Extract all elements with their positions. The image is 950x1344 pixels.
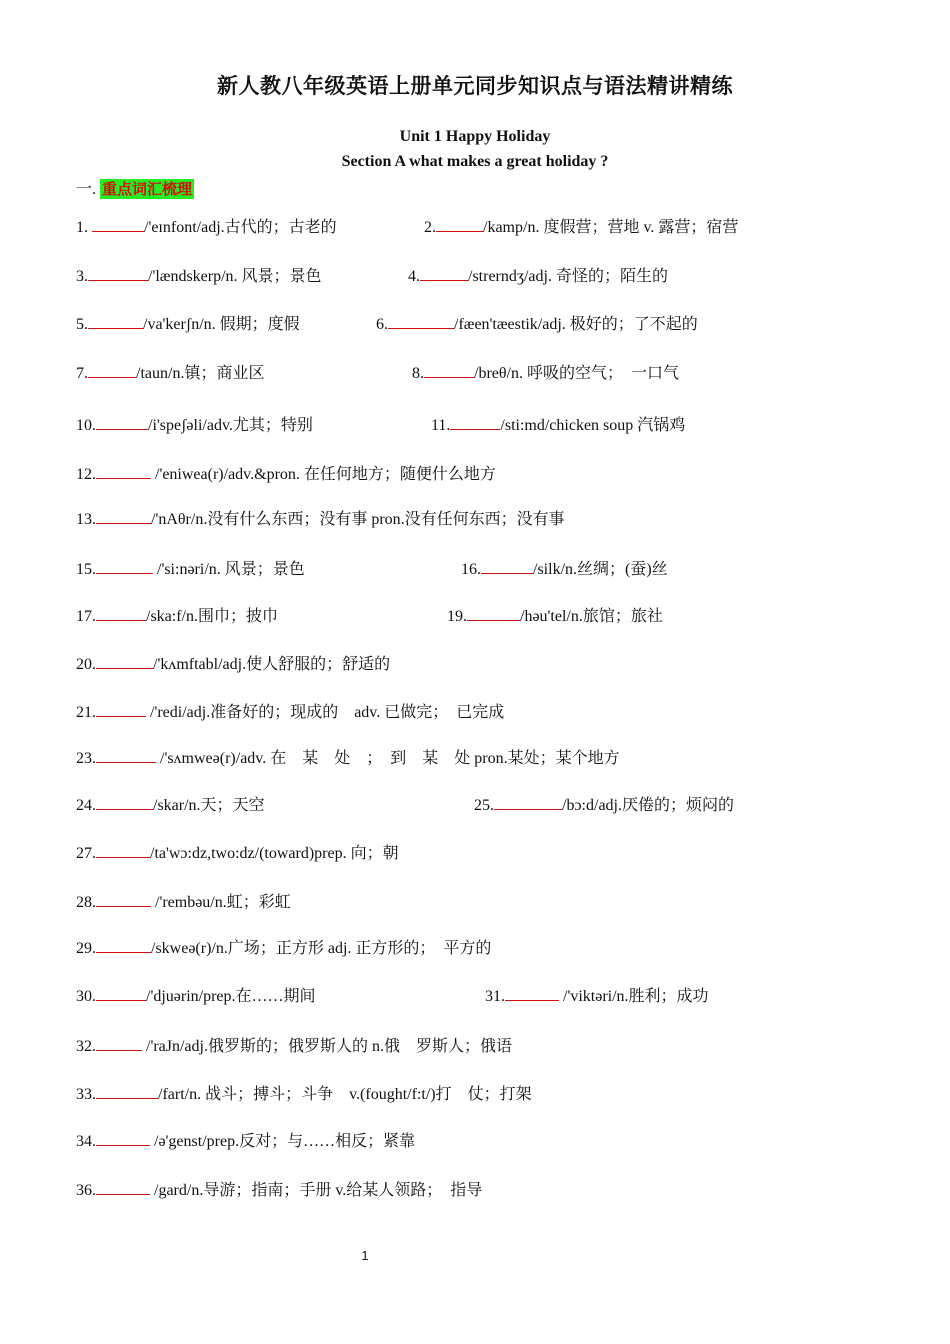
item-number: 33.	[76, 1086, 96, 1103]
vocab-row	[76, 461, 906, 485]
item-number: 3.	[76, 268, 88, 285]
vocab-row	[76, 311, 906, 335]
section-title: Section A what makes a great holiday ?	[341, 153, 609, 170]
vocab-item	[76, 556, 305, 579]
vocab-row	[76, 412, 906, 436]
fill-in-blank[interactable]	[450, 413, 500, 430]
item-number: 29.	[76, 940, 96, 957]
item-definition: /'kʌmftabl/adj.使人舒服的；舒适的	[153, 656, 391, 673]
vocab-row	[76, 840, 906, 864]
fill-in-blank[interactable]	[96, 413, 148, 430]
vocab-row	[76, 1177, 906, 1201]
vocab-item	[461, 556, 668, 579]
item-number: 27.	[76, 845, 96, 862]
item-number: 30.	[76, 988, 96, 1005]
item-definition: /strerndʒ/adj. 奇怪的；陌生的	[468, 268, 668, 285]
item-number: 20.	[76, 656, 96, 673]
item-number: 5.	[76, 316, 88, 333]
item-number: 28.	[76, 894, 96, 911]
vocab-row	[76, 983, 906, 1007]
section-heading-label: 重点词汇梳理	[102, 180, 193, 198]
item-definition: /gard/n.导游；指南；手册 v.给某人领路； 指导	[150, 1182, 483, 1199]
vocab-item	[76, 461, 496, 484]
vocab-item	[431, 412, 685, 435]
item-number: 12.	[76, 466, 96, 483]
vocab-item	[76, 603, 278, 626]
section-heading	[76, 176, 194, 199]
fill-in-blank[interactable]	[424, 361, 474, 378]
item-definition: /skweə(r)/n.广场；正方形 adj. 正方形的； 平方的	[151, 940, 492, 957]
fill-in-blank[interactable]	[96, 746, 156, 763]
vocab-item	[76, 506, 565, 529]
item-number: 34.	[76, 1133, 96, 1150]
vocab-row	[76, 214, 906, 238]
vocab-row	[76, 506, 906, 530]
vocab-item	[76, 214, 337, 237]
item-definition: /i'speʃəli/adv.尤其；特别	[148, 417, 313, 434]
fill-in-blank[interactable]	[96, 841, 150, 858]
vocab-row	[76, 651, 906, 675]
vocab-row	[76, 1128, 906, 1152]
fill-in-blank[interactable]	[96, 462, 151, 479]
item-number: 15.	[76, 561, 96, 578]
item-definition: /fæen'tæestik/adj. 极好的；了不起的	[454, 316, 698, 333]
vocab-item	[76, 889, 291, 912]
fill-in-blank[interactable]	[96, 557, 153, 574]
fill-in-blank[interactable]	[88, 361, 136, 378]
item-definition: /'djuərin/prep.在……期间	[146, 988, 316, 1005]
vocab-item	[76, 699, 504, 722]
vocab-item	[412, 360, 679, 383]
item-definition: /skar/n.天；天空	[153, 797, 265, 814]
item-definition: /'raJn/adj.俄罗斯的；俄罗斯人的 n.俄 罗斯人；俄语	[142, 1038, 512, 1055]
fill-in-blank[interactable]	[96, 984, 146, 1001]
fill-in-blank[interactable]	[388, 312, 454, 329]
fill-in-blank[interactable]	[96, 652, 153, 669]
fill-in-blank[interactable]	[96, 1129, 150, 1146]
fill-in-blank[interactable]	[96, 1178, 150, 1195]
item-definition: /'eɪnfont/adj.古代的；古老的	[144, 219, 337, 236]
fill-in-blank[interactable]	[505, 984, 559, 1001]
vocab-row	[76, 935, 906, 959]
fill-in-blank[interactable]	[92, 215, 144, 232]
vocab-item	[424, 214, 738, 237]
fill-in-blank[interactable]	[96, 1034, 142, 1051]
fill-in-blank[interactable]	[96, 936, 151, 953]
vocab-row	[76, 792, 906, 816]
fill-in-blank[interactable]	[88, 312, 143, 329]
item-number: 7.	[76, 365, 88, 382]
vocab-item	[76, 935, 491, 958]
item-number: 23.	[76, 750, 96, 767]
item-number: 25.	[474, 797, 494, 814]
item-number: 32.	[76, 1038, 96, 1055]
item-definition: /'si:nəri/n. 风景；景色	[153, 561, 305, 578]
page-number: 1	[361, 1248, 369, 1263]
vocab-item	[76, 1081, 532, 1104]
fill-in-blank[interactable]	[96, 604, 146, 621]
vocab-item	[474, 792, 734, 815]
vocab-item	[485, 983, 709, 1006]
vocab-item	[376, 311, 698, 334]
item-definition: /va'kerʃn/n. 假期；度假	[143, 316, 300, 333]
item-number: 10.	[76, 417, 96, 434]
fill-in-blank[interactable]	[481, 557, 533, 574]
item-definition: /'eniwea(r)/adv.&pron. 在任何地方；随便什么地方	[151, 466, 496, 483]
fill-in-blank[interactable]	[88, 264, 148, 281]
vocab-item	[76, 840, 399, 863]
vocab-item	[76, 651, 390, 674]
item-definition: /'viktəri/n.胜利；成功	[559, 988, 709, 1005]
item-definition: /ska:f/n.围巾；披巾	[146, 608, 278, 625]
vocab-item	[76, 792, 265, 815]
fill-in-blank[interactable]	[420, 264, 468, 281]
vocab-item	[76, 311, 300, 334]
item-definition: /'redi/adj.准备好的；现成的 adv. 已做完； 已完成	[146, 704, 505, 721]
vocab-item	[447, 603, 663, 626]
item-definition: /bɔ:d/adj.厌倦的；烦闷的	[562, 797, 734, 814]
vocab-item	[76, 1128, 415, 1151]
fill-in-blank[interactable]	[494, 793, 562, 810]
item-number: 24.	[76, 797, 96, 814]
vocab-row	[76, 360, 906, 384]
item-definition: /silk/n.丝绸；(蚕)丝	[533, 561, 668, 578]
fill-in-blank[interactable]	[96, 700, 146, 717]
item-number: 4.	[408, 268, 420, 285]
vocab-item	[76, 263, 322, 286]
item-number: 16.	[461, 561, 481, 578]
vocab-row	[76, 1033, 906, 1057]
item-definition: /taun/n.镇；商业区	[136, 365, 265, 382]
item-number: 21.	[76, 704, 96, 721]
item-definition: /'lændskerp/n. 风景；景色	[148, 268, 322, 285]
item-number: 8.	[412, 365, 424, 382]
fill-in-blank[interactable]	[96, 507, 151, 524]
item-number: 36.	[76, 1182, 96, 1199]
vocab-row	[76, 556, 906, 580]
item-number: 6.	[376, 316, 388, 333]
item-definition: /sti:md/chicken soup 汽锅鸡	[500, 417, 686, 434]
item-definition: /'rembəu/n.虹；彩虹	[151, 894, 291, 911]
vocab-item	[76, 412, 313, 435]
vocab-row	[76, 263, 906, 287]
fill-in-blank[interactable]	[436, 215, 483, 232]
vocab-row	[76, 603, 906, 627]
item-number: 11.	[431, 417, 451, 434]
fill-in-blank[interactable]	[467, 604, 520, 621]
item-number: 17.	[76, 608, 96, 625]
unit-title: Unit 1 Happy Holiday	[399, 128, 551, 145]
vocab-item	[76, 1177, 482, 1200]
item-definition: /breθ/n. 呼吸的空气； 一口气	[474, 365, 679, 382]
vocab-row	[76, 889, 906, 913]
fill-in-blank[interactable]	[96, 1082, 158, 1099]
section-heading-number: 一.	[76, 181, 97, 198]
item-number: 31.	[485, 988, 505, 1005]
item-definition: /ta'wɔ:dz,two:dz/(toward)prep. 向；朝	[150, 845, 399, 862]
vocab-row	[76, 1081, 906, 1105]
vocab-row	[76, 699, 906, 723]
vocab-row	[76, 745, 906, 769]
item-definition: /fart/n. 战斗；搏斗；斗争 v.(fought/f:t/)打 仗；打架	[158, 1086, 532, 1103]
item-definition: /'nAθr/n.没有什么东西；没有事 pron.没有任何东西；没有事	[151, 511, 565, 528]
vocab-item	[76, 360, 264, 383]
page-title: 新人教八年级英语上册单元同步知识点与语法精讲精练	[217, 74, 733, 98]
fill-in-blank[interactable]	[96, 793, 153, 810]
vocab-item	[76, 983, 316, 1006]
item-number: 2.	[424, 219, 436, 236]
item-definition: /həu'tel/n.旅馆；旅社	[520, 608, 663, 625]
vocab-item	[408, 263, 668, 286]
item-number: 13.	[76, 511, 96, 528]
item-number: 19.	[447, 608, 467, 625]
vocab-item	[76, 745, 620, 768]
item-number: 1.	[76, 219, 92, 236]
vocab-item	[76, 1033, 512, 1056]
item-definition: /ə'genst/prep.反对；与……相反；紧靠	[150, 1133, 416, 1150]
item-definition: /kamp/n. 度假营；营地 v. 露营；宿营	[483, 219, 739, 236]
fill-in-blank[interactable]	[96, 890, 151, 907]
item-definition: /'sʌmweə(r)/adv. 在 某 处 ； 到 某 处 pron.某处；某个地方	[156, 750, 620, 767]
